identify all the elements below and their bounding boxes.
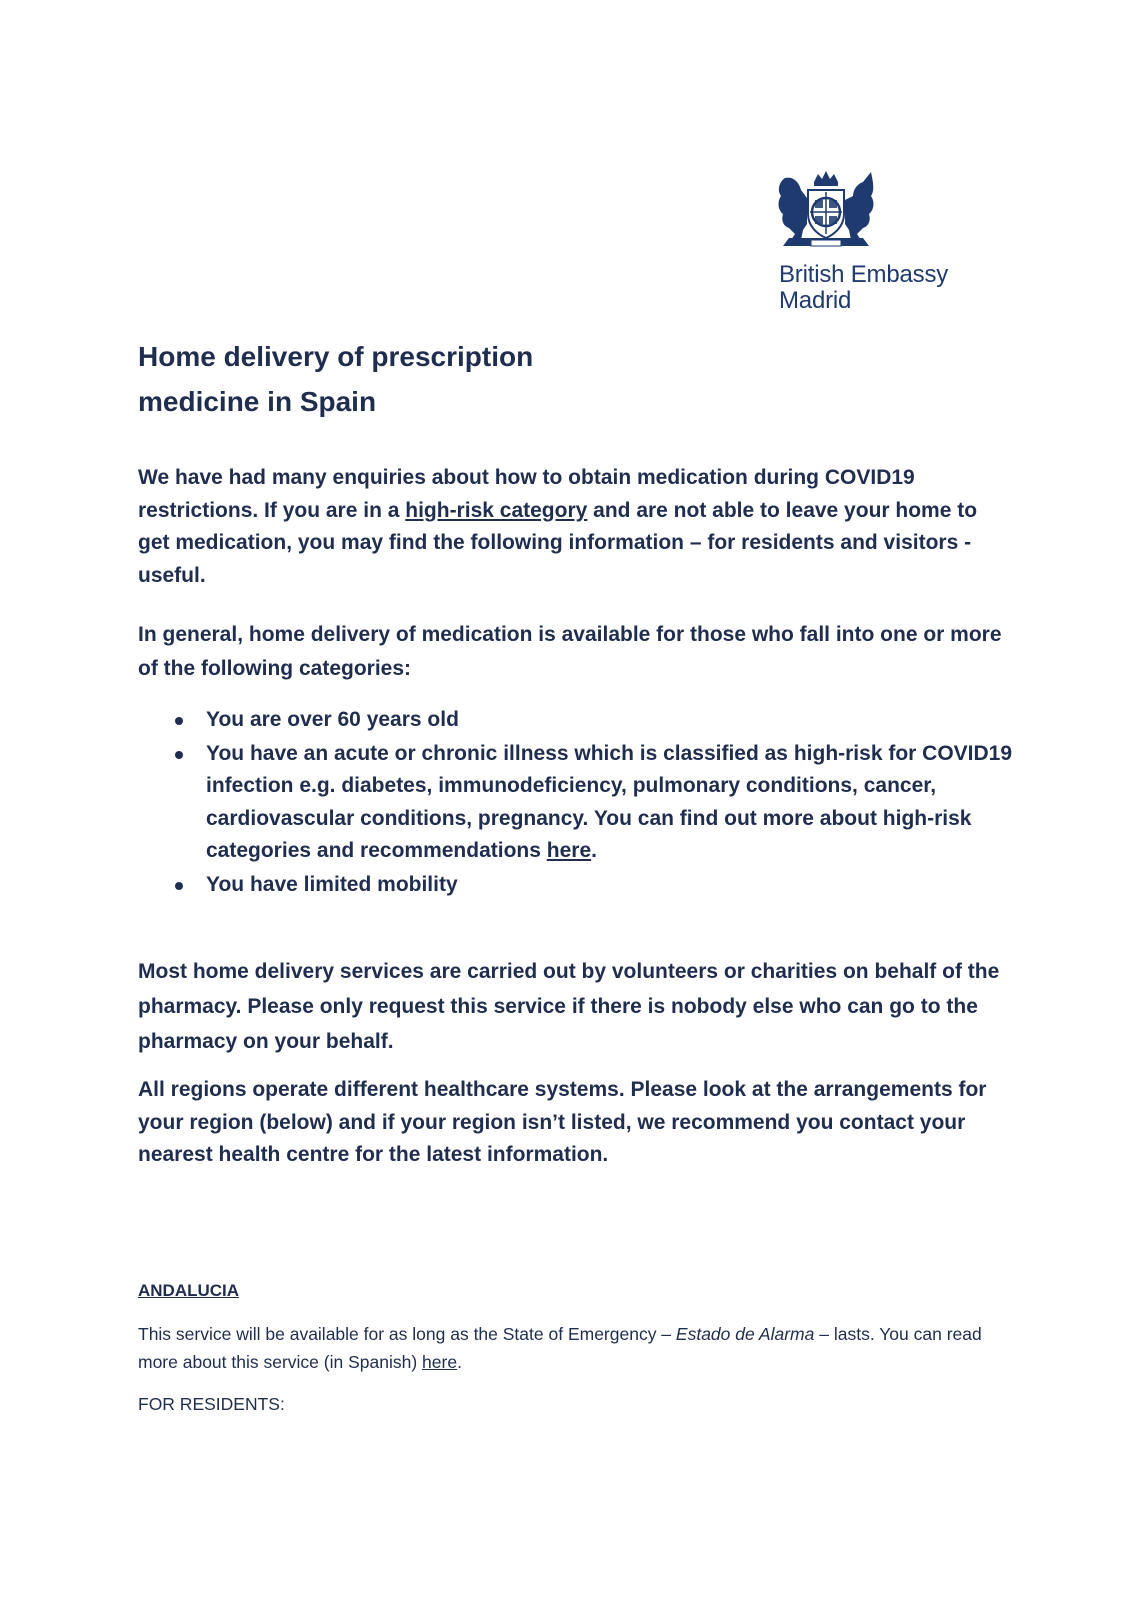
list-item-text: You are over 60 years old xyxy=(206,708,459,731)
list-item-end: . xyxy=(591,839,597,862)
royal-coat-of-arms-icon xyxy=(773,168,879,254)
list-item xyxy=(138,869,1018,902)
volunteers-paragraph: Most home delivery services are carried out by volunteers or charities on behalf of the pharmacy. Please only request this service if there is nobody else who can go to the pharmacy on your behalf. xyxy=(138,960,1000,1053)
intro-text-start: We have had many enquiries about how to obtain medication during COVID19 restrictions. If you are in a xyxy=(138,466,915,522)
general-paragraph: In general, home delivery of medication is available for those who fall into one or more of the following categories: xyxy=(138,623,1002,680)
andalucia-text-mid: – lasts. You can read more about this service (in Spanish) xyxy=(138,1324,982,1372)
for-residents-label: FOR RESIDENTS: xyxy=(138,1394,285,1414)
list-item xyxy=(138,704,1018,737)
high-risk-info-here-link[interactable]: here xyxy=(546,839,592,862)
andalucia-paragraph xyxy=(138,1320,998,1376)
andalucia-here-link[interactable]: here xyxy=(422,1352,458,1372)
title-line1: Home delivery of prescription xyxy=(138,341,534,372)
page-title xyxy=(138,334,658,424)
high-risk-category-link[interactable]: high-risk category xyxy=(405,498,588,522)
org-name-line2: Madrid xyxy=(779,287,852,314)
andalucia-text-start: This service will be available for as long as the State of Emergency – xyxy=(138,1324,676,1344)
list-item xyxy=(138,738,1018,868)
regions-paragraph: All regions operate different healthcare systems. Please look at the arrangements for your region (below) and if your region isn’t listed, we recommend you contact your nearest health centre for the latest information. xyxy=(138,1078,987,1166)
org-name-line1: British Embassy xyxy=(779,261,949,288)
andalucia-heading: ANDALUCIA xyxy=(138,1281,240,1300)
org-name xyxy=(779,262,948,314)
categories-list xyxy=(138,704,1018,902)
estado-de-alarma-text: Estado de Alarma xyxy=(675,1324,815,1344)
intro-text-end: and are not able to leave your home to get medication, you may find the following information – for residents and visitors - useful. xyxy=(138,498,978,587)
andalucia-text-end: . xyxy=(457,1352,462,1372)
intro-paragraph xyxy=(138,462,1008,592)
list-item-text: You have an acute or chronic illness which is classified as high-risk for COVID19 infection e.g. diabetes, immunodeficiency, pulmonary conditions, cancer, cardiovascular conditions, pregnancy. You can find out more about high-risk categories and recommendations xyxy=(206,741,1013,862)
list-item-text: You have limited mobility xyxy=(206,872,458,896)
title-line2: medicine in Spain xyxy=(138,386,377,417)
